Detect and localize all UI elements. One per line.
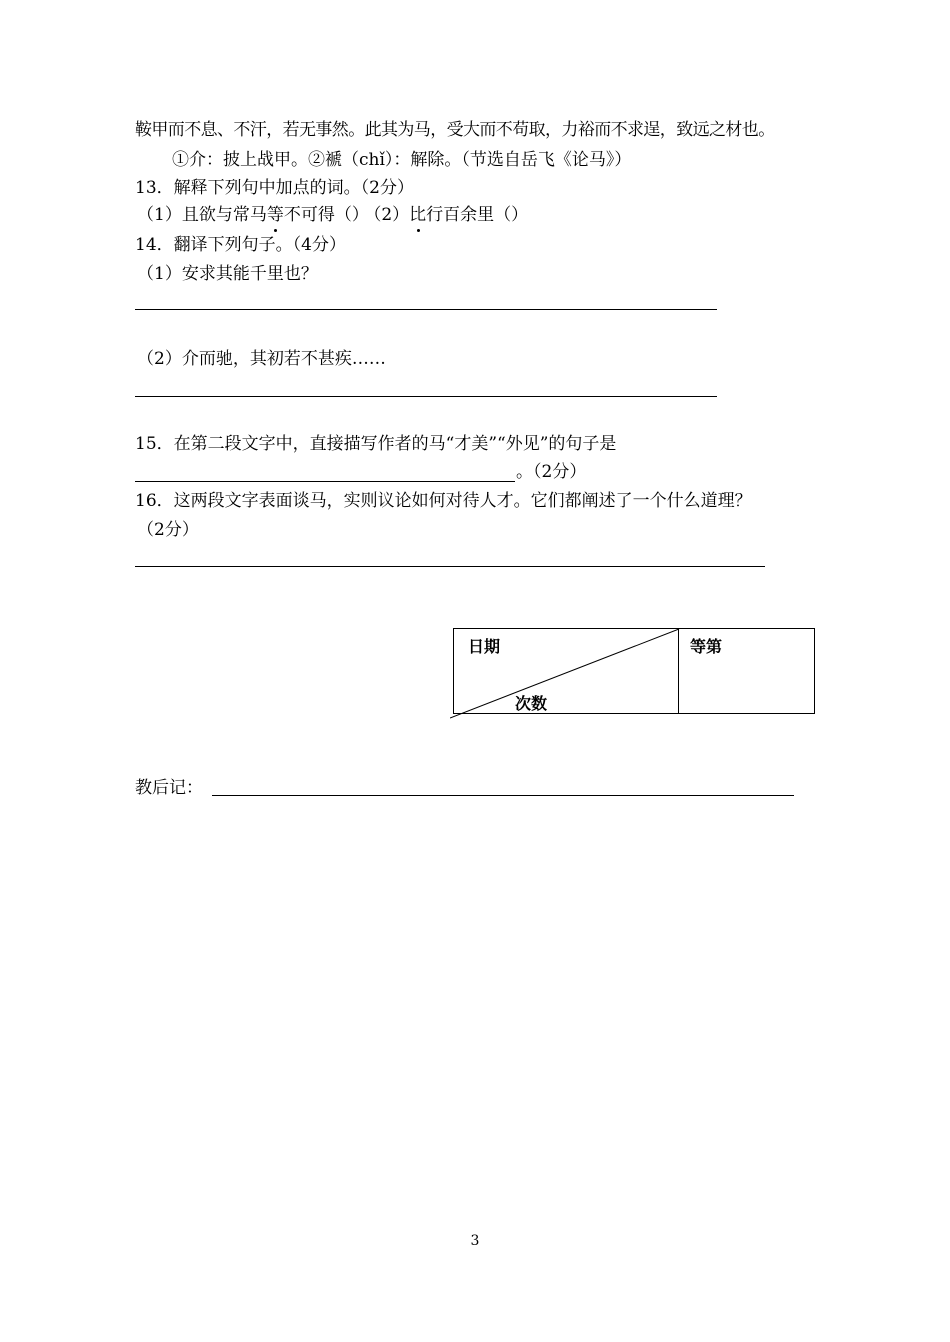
- question-16-score: （2分）: [137, 520, 199, 540]
- question-16-title: 16．这两段文字表面谈马，实则议论如何对待人才。它们都阐述了一个什么道理？: [135, 491, 752, 511]
- reflection-line[interactable]: [212, 795, 794, 796]
- dotted-word-1: 等: [266, 205, 284, 225]
- question-13-title: 13．解释下列句中加点的词。（2分）: [135, 178, 414, 198]
- question-13-items: [137, 204, 528, 226]
- question-13-item-1-suffix: 不可得（）: [283, 205, 369, 225]
- passage-line: 鞍甲而不息、不汗，若无事然。此其为马，受大而不苟取，力裕而不求逞，致远之材也。: [135, 120, 775, 140]
- question-14-item-1: （1）安求其能千里也？: [137, 264, 318, 284]
- answer-line-14-2[interactable]: [135, 396, 717, 397]
- question-15-title: 15．在第二段文字中，直接描写作者的马“才美”“外见”的句子是: [135, 434, 617, 454]
- count-label: 次数: [515, 694, 548, 713]
- question-15-suffix: 。（2分）: [516, 462, 587, 482]
- question-13-item-1-prefix: （1）且欲与常马: [137, 205, 267, 225]
- answer-line-14-1[interactable]: [135, 309, 717, 310]
- grade-table: [453, 628, 815, 714]
- question-13-item-2-prefix: （2）: [372, 205, 410, 225]
- question-14-item-2: （2）介而驰，其初若不甚疾……: [137, 349, 386, 369]
- grade-table-date-count-cell: [454, 629, 679, 713]
- passage-note: ①介：披上战甲。②褫（chǐ）：解除。（节选自岳飞《论马》）: [172, 150, 632, 170]
- reflection-label: 教后记：: [135, 778, 203, 798]
- page-number: 3: [470, 1233, 480, 1249]
- date-label: 日期: [468, 637, 501, 656]
- question-13-item-2-suffix: 行百余里（）: [426, 205, 529, 225]
- answer-line-16[interactable]: [135, 566, 765, 567]
- grade-label: 等第: [690, 637, 723, 656]
- answer-line-15[interactable]: [135, 481, 515, 482]
- question-14-title: 14．翻译下列句子。（4分）: [135, 235, 346, 255]
- dotted-word-2: 比: [409, 205, 427, 225]
